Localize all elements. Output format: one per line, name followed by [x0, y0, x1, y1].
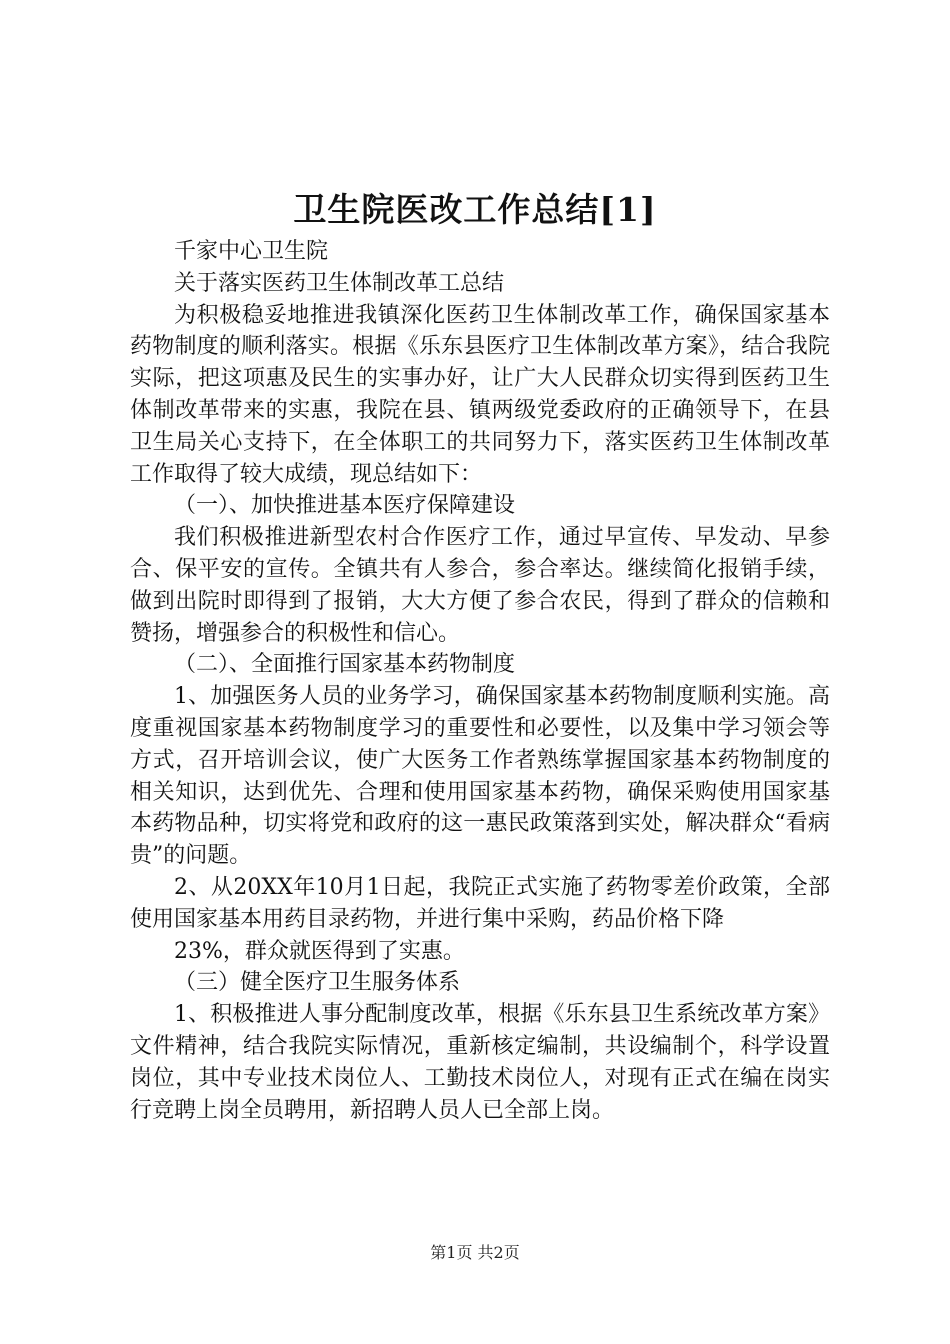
section-2-item-1: 1、加强医务人员的业务学习，确保国家基本药物制度顺利实施。高度重视国家基本药物制度学习的重要性和必要性，以及集中学习领会等方式，召开培训会议，使广大医务工作者熟练掌握国家基本药物制度的相关知识，达到优先、合理和使用国家基本药物，确保采购使用国家基本药物品种，切实将党和政府的这一惠民政策落到实处，解决群众“看病贵”的问题。 [130, 684, 830, 869]
document-title: 卫生院医改工作总结[1] [293, 190, 657, 229]
page-footer: 第1页 共2页 [430, 1243, 520, 1262]
section-1-paragraph: 我们积极推进新型农村合作医疗工作，通过早宣传、早发动、早参合、保平安的宣传。全镇共有人参合，参合率达。继续简化报销手续，做到出院时即得到了报销，大大方便了参合农民，得到了群众的信赖和赞扬，增强参合的积极性和信心。 [130, 525, 830, 646]
organization-name: 千家中心卫生院 [174, 239, 329, 264]
document-subtitle: 关于落实医药卫生体制改革工总结 [174, 270, 505, 296]
section-heading-2: （二）、全面推行国家基本药物制度 [174, 652, 516, 678]
section-3-item-1: 1、积极推进人事分配制度改革，根据《乐东县卫生系统改革方案》文件精神，结合我院实际情况，重新核定编制，共设编制个，科学设置岗位，其中专业技术岗位人、工勤技术岗位人，对现有正式在编在岗实行竞聘上岗全员聘用，新招聘人员人已全部上岗。 [130, 1002, 830, 1123]
section-heading-3: （三）健全医疗卫生服务体系 [174, 970, 461, 996]
section-heading-1: （一）、加快推进基本医疗保障建设 [174, 493, 516, 519]
intro-paragraph: 为积极稳妥地推进我镇深化医药卫生体制改革工作，确保国家基本药物制度的顺利落实。根据《乐东县医疗卫生体制改革方案》，结合我院实际，把这项惠及民生的实事办好，让广大人民群众切实得到医药卫生体制改革带来的实惠，我院在县、镇两级党委政府的正确领导下，在县卫生局关心支持下，在全体职工的共同努力下，落实医药卫生体制改革工作取得了较大成绩，现总结如下： [130, 302, 830, 487]
section-2-item-2-continued: 23%，群众就医得到了实惠。 [174, 938, 465, 964]
document-body [130, 236, 830, 1126]
section-2-item-2: 2、从20XX年10月1日起，我院正式实施了药物零差价政策，全部使用国家基本用药目录药物，并进行集中采购，药品价格下降 [130, 874, 830, 932]
